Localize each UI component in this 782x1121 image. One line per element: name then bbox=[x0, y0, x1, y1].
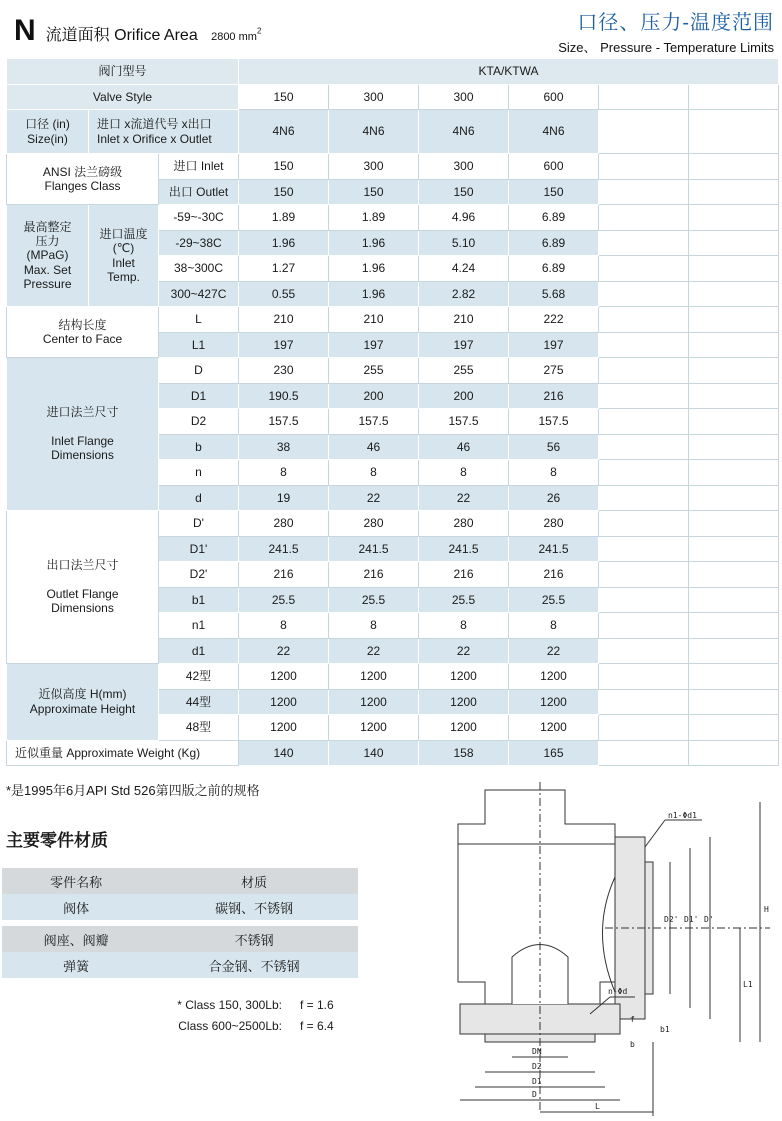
value-cell: 150 bbox=[509, 179, 599, 205]
value-cell: 1.96 bbox=[329, 256, 419, 282]
label-d1: D1 bbox=[532, 1077, 542, 1086]
label-l1: L1 bbox=[743, 980, 753, 989]
value-cell: 140 bbox=[239, 740, 329, 766]
value-cell: 1.89 bbox=[329, 205, 419, 231]
value-cell: 255 bbox=[329, 358, 419, 384]
value-cell: 1200 bbox=[509, 664, 599, 690]
table-cell: D bbox=[159, 358, 239, 384]
empty-cell bbox=[599, 383, 689, 409]
table-cell: 出口法兰尺寸 Outlet Flange Dimensions bbox=[7, 511, 159, 664]
table-cell: 最高整定 压力 (MPaG) Max. Set Pressure bbox=[7, 205, 89, 307]
value-cell: 8 bbox=[419, 460, 509, 486]
value-cell: 200 bbox=[419, 383, 509, 409]
value-cell: 25.5 bbox=[509, 587, 599, 613]
title-en: Orifice Area bbox=[114, 27, 198, 44]
table-cell: D2' bbox=[159, 562, 239, 588]
pressure-row bbox=[7, 205, 779, 231]
value-cell: 1200 bbox=[509, 715, 599, 741]
value-cell: 4N6 bbox=[509, 110, 599, 154]
value-cell: 150 bbox=[239, 84, 329, 110]
value-cell: 46 bbox=[419, 434, 509, 460]
value-cell: 4.24 bbox=[419, 256, 509, 282]
value-cell: 4N6 bbox=[329, 110, 419, 154]
value-cell: 280 bbox=[239, 511, 329, 537]
table-row: 弹簧 合金钢、不锈钢 bbox=[2, 952, 358, 978]
value-cell: 2.82 bbox=[419, 281, 509, 307]
value-cell: 197 bbox=[509, 332, 599, 358]
page-header bbox=[0, 0, 782, 58]
model-cell: KTA/KTWA bbox=[239, 59, 779, 85]
value-cell: 197 bbox=[329, 332, 419, 358]
value-cell: 197 bbox=[419, 332, 509, 358]
value-cell: 1200 bbox=[329, 689, 419, 715]
area-sup: 2 bbox=[256, 26, 262, 36]
value-cell: 4.96 bbox=[419, 205, 509, 231]
table-cell: b bbox=[159, 434, 239, 460]
empty-cell bbox=[599, 281, 689, 307]
empty-cell bbox=[599, 460, 689, 486]
ctf-row bbox=[7, 307, 779, 333]
value-cell: 8 bbox=[329, 460, 419, 486]
weight-row bbox=[7, 740, 779, 766]
section-title-en: Size、 Pressure - Temperature Limits bbox=[558, 40, 774, 55]
value-cell: 216 bbox=[329, 562, 419, 588]
label-f: f bbox=[630, 1015, 635, 1024]
value-cell: 0.55 bbox=[239, 281, 329, 307]
value-cell: 157.5 bbox=[419, 409, 509, 435]
label-b: b bbox=[630, 1040, 635, 1049]
value-cell: 210 bbox=[239, 307, 329, 333]
value-cell: 8 bbox=[509, 460, 599, 486]
value-cell: 216 bbox=[509, 383, 599, 409]
empty-cell bbox=[689, 485, 779, 511]
table-cell: L bbox=[159, 307, 239, 333]
parts-table bbox=[2, 868, 358, 978]
parts-col-name: 零件名称 bbox=[2, 868, 150, 894]
value-cell: 210 bbox=[419, 307, 509, 333]
empty-cell bbox=[689, 409, 779, 435]
value-cell: 280 bbox=[329, 511, 419, 537]
empty-cell bbox=[599, 205, 689, 231]
table-cell: 近似高度 H(mm) Approximate Height bbox=[7, 664, 159, 741]
empty-cell bbox=[689, 84, 779, 110]
value-cell: 230 bbox=[239, 358, 329, 384]
outlet-flange-row bbox=[7, 511, 779, 537]
empty-cell bbox=[599, 689, 689, 715]
table-cell: n bbox=[159, 460, 239, 486]
class-notes: * Class 150, 300Lb: f = 1.6 Class 600~2500Lb: f = 6.4 bbox=[177, 998, 334, 1033]
table-row: 阀体 碳钢、不锈钢 bbox=[2, 894, 358, 920]
table-cell: d1 bbox=[159, 638, 239, 664]
table-cell: 44型 bbox=[159, 689, 239, 715]
value-cell: 280 bbox=[509, 511, 599, 537]
orifice-title bbox=[14, 14, 261, 48]
empty-cell bbox=[689, 587, 779, 613]
value-cell: 6.89 bbox=[509, 205, 599, 231]
empty-cell bbox=[599, 562, 689, 588]
table-cell: D' bbox=[159, 511, 239, 537]
table-cell: 300~427C bbox=[159, 281, 239, 307]
empty-cell bbox=[599, 511, 689, 537]
empty-cell bbox=[599, 332, 689, 358]
label-n1d1: n1-Φd1 bbox=[668, 811, 697, 820]
section-title-cn: 口径、压力-温度范围 bbox=[577, 12, 774, 34]
table-cell: -29~38C bbox=[159, 230, 239, 256]
valve-drawing bbox=[440, 782, 780, 1118]
empty-cell bbox=[599, 638, 689, 664]
value-cell: 8 bbox=[239, 613, 329, 639]
spec-table bbox=[6, 58, 779, 766]
value-cell: 22 bbox=[329, 638, 419, 664]
empty-cell bbox=[689, 434, 779, 460]
table-cell: d bbox=[159, 485, 239, 511]
empty-cell bbox=[599, 613, 689, 639]
empty-cell bbox=[689, 613, 779, 639]
empty-cell bbox=[689, 110, 779, 154]
empty-cell bbox=[599, 434, 689, 460]
empty-cell bbox=[599, 740, 689, 766]
value-cell: 210 bbox=[329, 307, 419, 333]
footnote: *是1995年6月API Std 526第四版之前的规格 bbox=[6, 783, 260, 798]
value-cell: 5.68 bbox=[509, 281, 599, 307]
value-cell: 157.5 bbox=[239, 409, 329, 435]
value-cell: 46 bbox=[329, 434, 419, 460]
value-cell: 241.5 bbox=[329, 536, 419, 562]
value-cell: 26 bbox=[509, 485, 599, 511]
value-cell: 197 bbox=[239, 332, 329, 358]
header-row bbox=[7, 59, 779, 85]
label-dn: DN bbox=[532, 1047, 542, 1056]
value-cell: 280 bbox=[419, 511, 509, 537]
height-row bbox=[7, 664, 779, 690]
table-cell: 进口 Inlet bbox=[159, 154, 239, 180]
empty-cell bbox=[689, 332, 779, 358]
value-cell: 8 bbox=[239, 460, 329, 486]
value-cell: 8 bbox=[419, 613, 509, 639]
inlet-flange-row bbox=[7, 358, 779, 384]
parts-header-row bbox=[2, 868, 358, 894]
value-cell: 157.5 bbox=[329, 409, 419, 435]
value-cell: 300 bbox=[329, 84, 419, 110]
value-cell: 8 bbox=[329, 613, 419, 639]
value-cell: 600 bbox=[509, 154, 599, 180]
orifice-letter: N bbox=[14, 14, 36, 47]
value-cell: 300 bbox=[419, 154, 509, 180]
value-cell: 1200 bbox=[509, 689, 599, 715]
parts-title: 主要零件材质 bbox=[6, 831, 108, 850]
value-cell: 56 bbox=[509, 434, 599, 460]
value-cell: 1200 bbox=[419, 664, 509, 690]
empty-cell bbox=[599, 84, 689, 110]
empty-cell bbox=[689, 154, 779, 180]
table-cell: ANSI 法兰磅级 Flanges Class bbox=[7, 154, 159, 205]
table-cell: n1 bbox=[159, 613, 239, 639]
label-b1: b1 bbox=[660, 1025, 670, 1034]
empty-cell bbox=[599, 179, 689, 205]
table-cell: 进口法兰尺寸 Inlet Flange Dimensions bbox=[7, 358, 159, 511]
empty-cell bbox=[689, 562, 779, 588]
value-cell: 150 bbox=[419, 179, 509, 205]
table-cell: 结构长度 Center to Face bbox=[7, 307, 159, 358]
empty-cell bbox=[689, 536, 779, 562]
empty-cell bbox=[689, 256, 779, 282]
parts-col-material: 材质 bbox=[150, 868, 358, 894]
table-cell: 42型 bbox=[159, 664, 239, 690]
value-cell: 5.10 bbox=[419, 230, 509, 256]
table-cell: 48型 bbox=[159, 715, 239, 741]
label-d: D bbox=[532, 1090, 537, 1099]
table-cell: 38~300C bbox=[159, 256, 239, 282]
orifice-area: 2800 mm bbox=[211, 31, 257, 43]
value-cell: 25.5 bbox=[329, 587, 419, 613]
empty-cell bbox=[599, 110, 689, 154]
value-cell: 190.5 bbox=[239, 383, 329, 409]
value-cell: 22 bbox=[239, 638, 329, 664]
value-cell: 241.5 bbox=[419, 536, 509, 562]
value-cell: 25.5 bbox=[419, 587, 509, 613]
empty-cell bbox=[599, 536, 689, 562]
value-cell: 150 bbox=[239, 154, 329, 180]
empty-cell bbox=[599, 230, 689, 256]
empty-cell bbox=[599, 409, 689, 435]
value-cell: 4N6 bbox=[419, 110, 509, 154]
value-cell: 165 bbox=[509, 740, 599, 766]
value-cell: 140 bbox=[329, 740, 419, 766]
flange-class-row bbox=[7, 154, 779, 180]
size-row bbox=[7, 110, 779, 154]
empty-cell bbox=[599, 664, 689, 690]
empty-cell bbox=[599, 485, 689, 511]
table-cell: D1 bbox=[159, 383, 239, 409]
empty-cell bbox=[689, 358, 779, 384]
value-cell: 150 bbox=[329, 179, 419, 205]
empty-cell bbox=[689, 179, 779, 205]
empty-cell bbox=[599, 256, 689, 282]
value-cell: 600 bbox=[509, 84, 599, 110]
value-cell: 300 bbox=[329, 154, 419, 180]
label-nd: n-Φd bbox=[608, 987, 628, 996]
empty-cell bbox=[689, 638, 779, 664]
value-cell: 1200 bbox=[419, 689, 509, 715]
value-cell: 222 bbox=[509, 307, 599, 333]
valve-type-cn: 阀门型号 bbox=[7, 59, 239, 85]
value-cell: 241.5 bbox=[239, 536, 329, 562]
label-l: L bbox=[595, 1102, 600, 1111]
value-cell: 1.89 bbox=[239, 205, 329, 231]
header-row bbox=[7, 84, 779, 110]
value-cell: 255 bbox=[419, 358, 509, 384]
value-cell: 1200 bbox=[239, 689, 329, 715]
value-cell: 1.96 bbox=[239, 230, 329, 256]
empty-cell bbox=[689, 511, 779, 537]
value-cell: 38 bbox=[239, 434, 329, 460]
value-cell: 22 bbox=[329, 485, 419, 511]
value-cell: 1.96 bbox=[329, 230, 419, 256]
label-dp: D' bbox=[704, 915, 714, 924]
empty-cell bbox=[599, 358, 689, 384]
table-row: 阀座、阀瓣 不锈钢 bbox=[2, 926, 358, 952]
value-cell: 1200 bbox=[419, 715, 509, 741]
table-cell: -59~-30C bbox=[159, 205, 239, 231]
label-d1p: D1' bbox=[684, 915, 699, 924]
table-cell: b1 bbox=[159, 587, 239, 613]
empty-cell bbox=[689, 383, 779, 409]
value-cell: 1200 bbox=[329, 664, 419, 690]
value-cell: 1.96 bbox=[329, 281, 419, 307]
value-cell: 1200 bbox=[239, 664, 329, 690]
value-cell: 6.89 bbox=[509, 230, 599, 256]
empty-cell bbox=[689, 281, 779, 307]
empty-cell bbox=[689, 715, 779, 741]
value-cell: 216 bbox=[419, 562, 509, 588]
label-h: H bbox=[764, 905, 769, 914]
empty-cell bbox=[599, 154, 689, 180]
value-cell: 1200 bbox=[239, 715, 329, 741]
value-cell: 150 bbox=[239, 179, 329, 205]
empty-cell bbox=[599, 307, 689, 333]
label-d2: D2 bbox=[532, 1062, 542, 1071]
empty-cell bbox=[689, 230, 779, 256]
empty-cell bbox=[689, 664, 779, 690]
value-cell: 8 bbox=[509, 613, 599, 639]
table-cell: 口径 (in) Size(in) bbox=[7, 110, 89, 154]
value-cell: 22 bbox=[509, 638, 599, 664]
value-cell: 22 bbox=[419, 485, 509, 511]
empty-cell bbox=[599, 587, 689, 613]
value-cell: 4N6 bbox=[239, 110, 329, 154]
table-cell: D1' bbox=[159, 536, 239, 562]
empty-cell bbox=[689, 205, 779, 231]
value-cell: 216 bbox=[509, 562, 599, 588]
valve-style-en: Valve Style bbox=[7, 84, 239, 110]
title-cn: 流道面积 bbox=[45, 27, 110, 44]
table-cell: D2 bbox=[159, 409, 239, 435]
table-cell: 进口 x流道代号 x出口 Inlet x Orifice x Outlet bbox=[89, 110, 239, 154]
weight-label: 近似重量 Approximate Weight (Kg) bbox=[7, 740, 239, 766]
value-cell: 158 bbox=[419, 740, 509, 766]
value-cell: 19 bbox=[239, 485, 329, 511]
empty-cell bbox=[689, 689, 779, 715]
value-cell: 200 bbox=[329, 383, 419, 409]
table-cell: 进口温度 (℃) Inlet Temp. bbox=[89, 205, 159, 307]
value-cell: 22 bbox=[419, 638, 509, 664]
empty-cell bbox=[599, 715, 689, 741]
empty-cell bbox=[689, 460, 779, 486]
table-cell: L1 bbox=[159, 332, 239, 358]
empty-cell bbox=[689, 740, 779, 766]
section-title bbox=[558, 6, 774, 56]
value-cell: 25.5 bbox=[239, 587, 329, 613]
value-cell: 241.5 bbox=[509, 536, 599, 562]
empty-cell bbox=[689, 307, 779, 333]
value-cell: 1.27 bbox=[239, 256, 329, 282]
label-d2p: D2' bbox=[664, 915, 679, 924]
value-cell: 216 bbox=[239, 562, 329, 588]
table-cell: 出口 Outlet bbox=[159, 179, 239, 205]
value-cell: 300 bbox=[419, 84, 509, 110]
value-cell: 275 bbox=[509, 358, 599, 384]
value-cell: 6.89 bbox=[509, 256, 599, 282]
value-cell: 157.5 bbox=[509, 409, 599, 435]
value-cell: 1200 bbox=[329, 715, 419, 741]
